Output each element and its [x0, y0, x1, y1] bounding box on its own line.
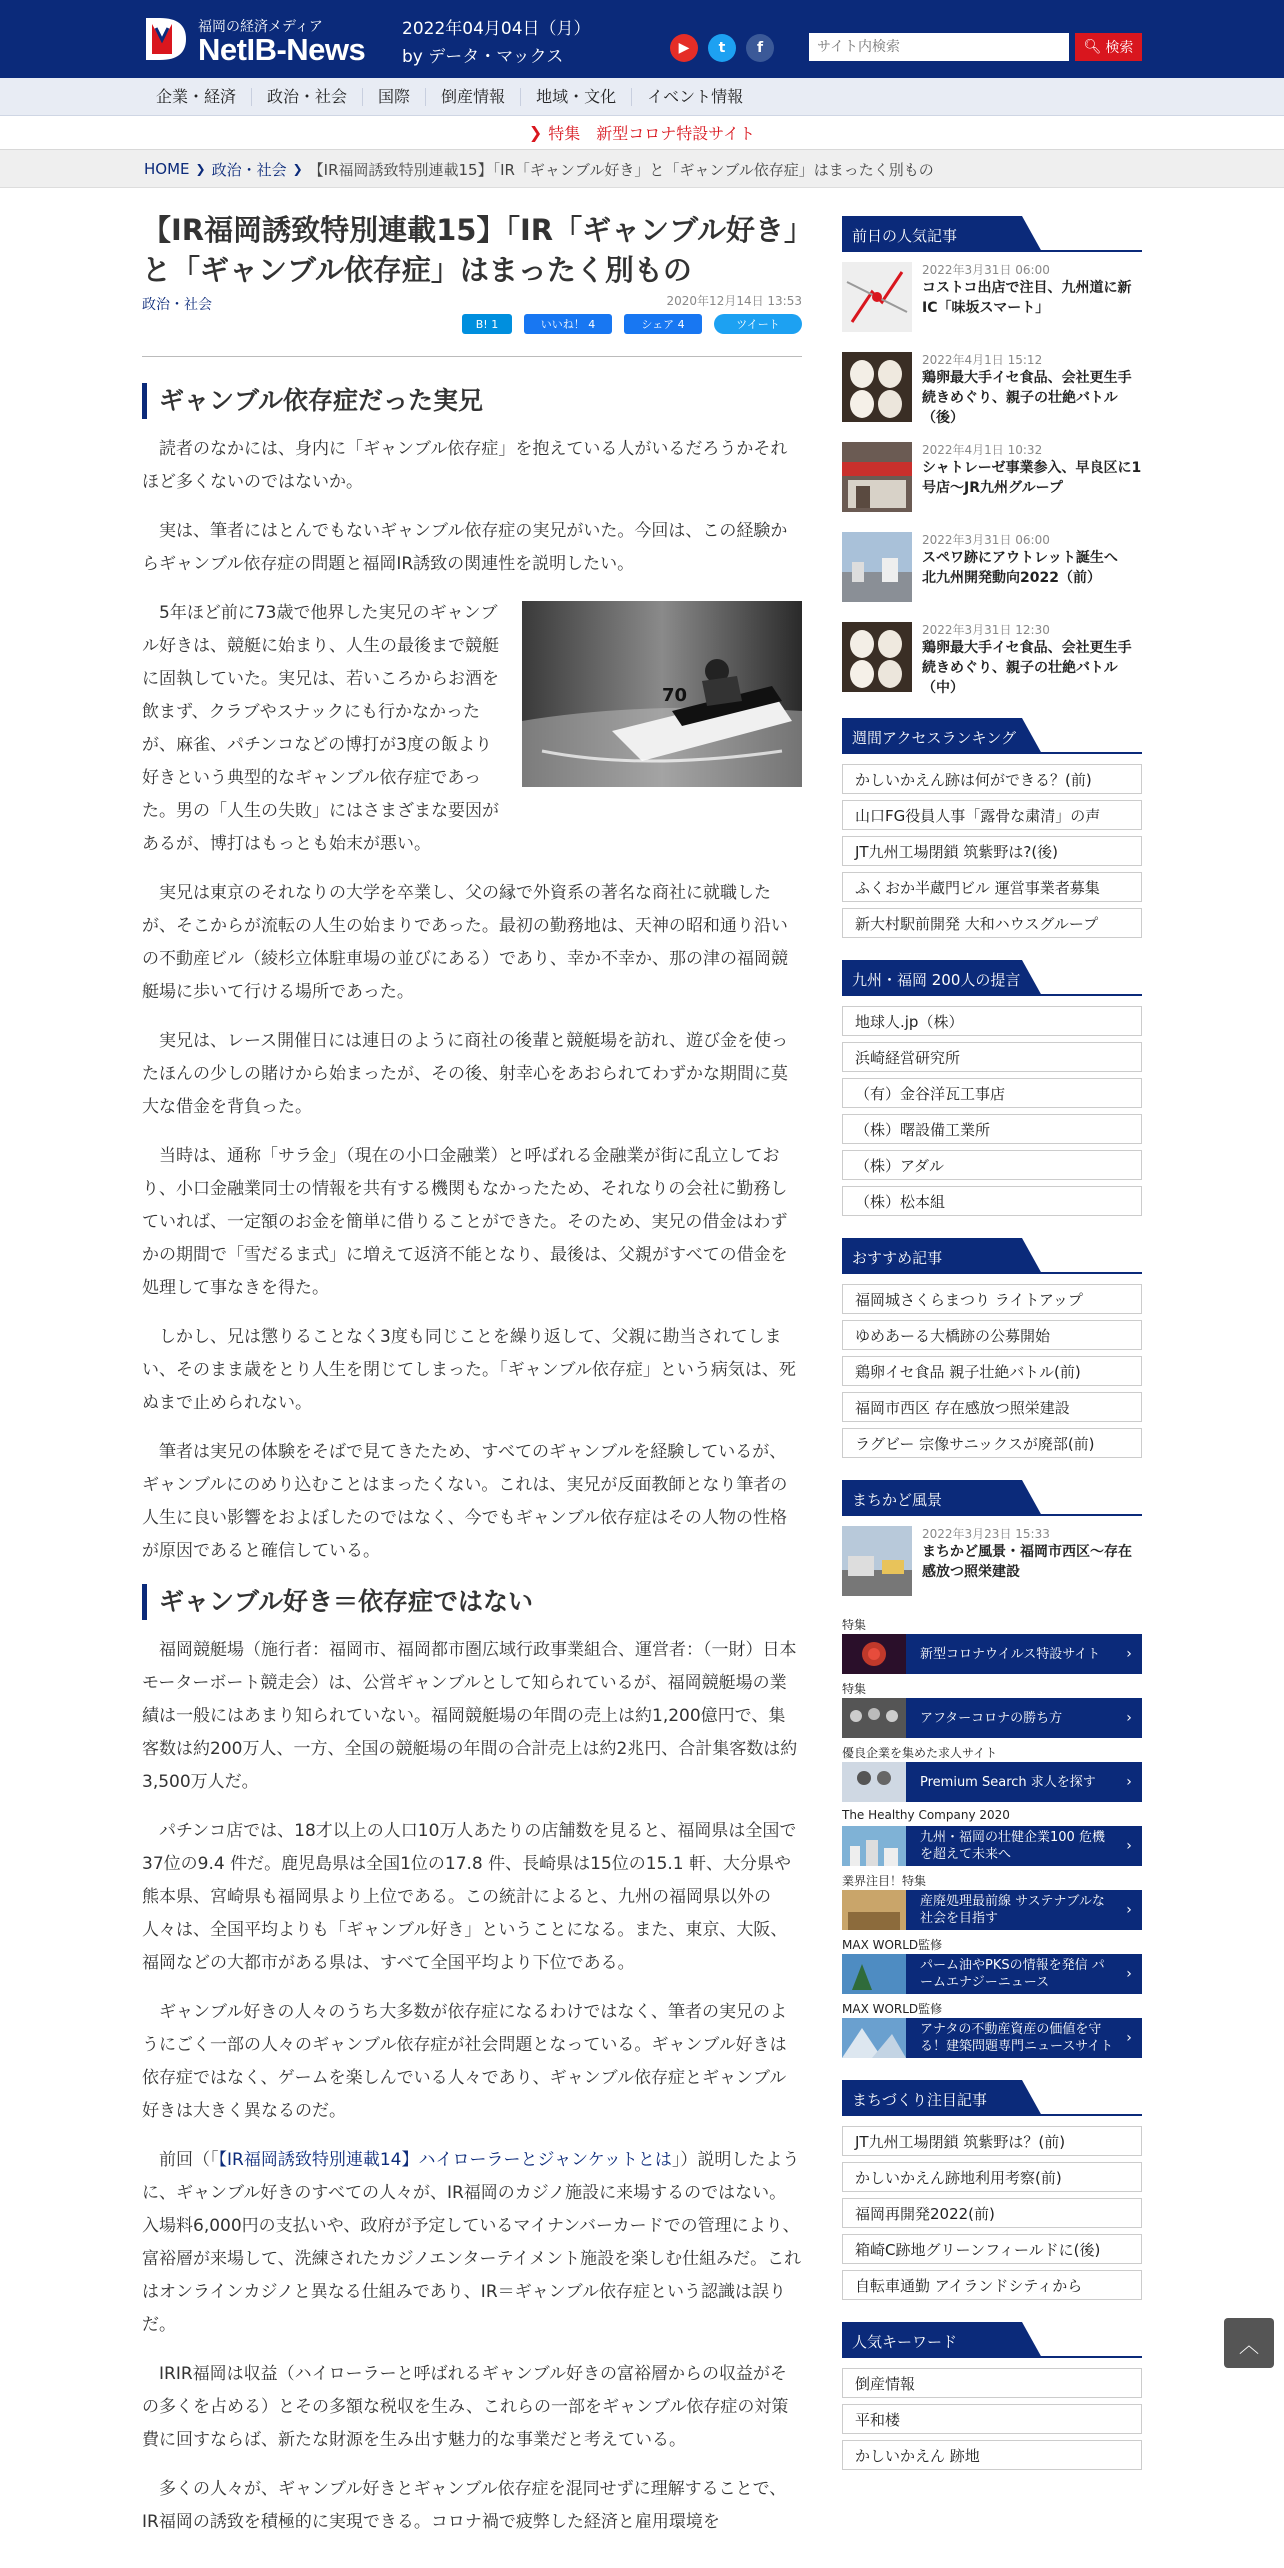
popular-item-date: 2022年3月31日 06:00 [922, 533, 1050, 547]
list-item[interactable]: 福岡再開発2022(前) [842, 2198, 1142, 2228]
keyword-heading: 人気キーワード [852, 2333, 958, 2351]
facebook-like-button[interactable]: いいね！ 4 [524, 314, 612, 334]
chevron-right-icon: › [1126, 1774, 1132, 1790]
special-feature-label: 特集 新型コロナ特設サイト [548, 124, 756, 143]
special-feature-link[interactable] [0, 116, 1284, 150]
chevron-right-icon: › [1126, 1838, 1132, 1854]
scenery-date: 2022年3月23日 15:33 [922, 1527, 1050, 1541]
banner-label: 優良企業を集めた求人サイト [842, 1746, 998, 1760]
article-date: 2020年12月14日 13:53 [666, 294, 802, 308]
paragraph: 実兄は東京のそれなりの大学を卒業し、父の縁で外資系の著名な商社に就職したが、そこからが流転の人生の始まりであった。最初の勤務地は、天神の昭和通り沿いの不動産ビル（綾杉立体駐車場の並びにある）であり、幸か不幸か、那の津の福岡競艇場に歩いて行ける場所であった。 [142, 883, 788, 1002]
banner-label: 特集 [842, 1618, 867, 1632]
previous-article-link[interactable]: 【IR福岡誘致特別連載14】ハイローラーとジャンケットとは [218, 2150, 672, 2170]
list-item[interactable]: 福岡市西区 存在感放つ照栄建設 [842, 1392, 1142, 1422]
chevron-up-icon: ︿ [1239, 2332, 1259, 2357]
netib-logo-icon[interactable] [142, 14, 192, 64]
popular-item-date: 2022年4月1日 10:32 [922, 443, 1043, 457]
chevron-right-icon: ❯ [195, 162, 206, 176]
list-item[interactable]: ふくおか半蔵門ビル 運営事業者募集 [842, 872, 1142, 902]
paragraph: パチンコ店では、18才以上の人口10万人あたりの店舗数を見ると、福岡県は全国で37位の9.4 件だ。鹿児島県は全国1位の17.8 件、長崎県は15位の15.1 軒、大分県や熊本県、宮崎県も福岡県より上位である。この統計によると、九州の福岡県以外の人々は、全国平均よりも「ギャンブル好き」ということになる。また、東京、大阪、福岡などの大都市がある県は、すべて全国平均より下位である。 [142, 1821, 797, 1973]
nav-item-business[interactable]: 企業・経済 [142, 88, 252, 106]
paragraph-text: 前回（「 [159, 2150, 219, 2170]
eggs-thumbnail [842, 352, 912, 422]
nav-item-international[interactable]: 国際 [363, 88, 426, 106]
paragraph: IRIR福岡は収益（ハイローラーと呼ばれるギャンブル好きの富裕層からの収益がその多くを占める）とその多額な税収を生み、これらの一部をギャンブル依存症の対策費に回すならば、新たな財源を生み出す魅力的な事業だと考えている。 [142, 2364, 789, 2450]
waste-disposal-banner[interactable] [842, 1890, 1142, 1930]
list-item[interactable]: かしいかえん跡は何ができる？(前) [842, 764, 1142, 794]
popular-item-title: シャトレーゼ事業参入、早良区に1号店～JR九州グループ [922, 460, 1142, 496]
scenery-title: まちかど風景・福岡市西区～存在感放つ照栄建設 [922, 1544, 1132, 1580]
after-corona-banner[interactable] [842, 1698, 1142, 1738]
list-item[interactable]: 鶏卵イセ食品 親子壮絶バトル(前) [842, 1356, 1142, 1386]
weekly-ranking [842, 718, 1142, 938]
popular-item[interactable] [842, 442, 1142, 516]
divider [142, 356, 802, 357]
paragraph: 読者のなかには、身内に「ギャンブル依存症」を抱えている人がいるだろうかそれほど多くないのではないか。 [142, 439, 788, 492]
paragraph: 実は、筆者にはとんでもないギャンブル依存症の実兄がいた。今回は、この経験からギャンブル依存症の問題と福岡IR誘致の関連性を説明したい。 [142, 521, 788, 574]
banner-text: アナタの不動産資産の価値を守る！建築問題専門ニュースサイト [920, 2022, 1114, 2054]
article [142, 210, 802, 2555]
paragraph: ギャンブル好きの人々のうち大多数が依存症になるわけではなく、筆者の実兄のようにごく一部の人々のギャンブル依存症が社会問題となっている。ギャンブル好きは依存症ではなく、ゲームを楽しんでいる人々であり、ギャンブル依存症とギャンブル好きは大きく異なるのだ。 [142, 2002, 787, 2121]
article-title: 【IR福岡誘致特別連載15】「IR「ギャンブル好き」と「ギャンブル依存症」はまったく別もの [142, 213, 799, 287]
section-heading: ギャンブル好き＝依存症ではない [142, 1584, 802, 1620]
banner-label: The Healthy Company 2020 [842, 1808, 1010, 1822]
banner-label: MAX WORLD監修 [842, 2002, 943, 2016]
facebook-icon[interactable]: f [746, 34, 774, 62]
popular-item-date: 2022年4月1日 15:12 [922, 353, 1043, 367]
banner-text: パーム油やPKSの情報を発信 パームエナジーニュース [920, 1958, 1105, 1990]
nav-item-politics[interactable]: 政治・社会 [252, 88, 363, 106]
popular-item-title: スペワ跡にアウトレット誕生へ 北九州開発動向2022（前） [922, 550, 1132, 586]
building-icon [842, 2018, 906, 2058]
boat-race-photo [522, 601, 802, 787]
healthy-company-banner[interactable] [842, 1826, 1142, 1866]
town-heading: まちづくり注目記事 [852, 2091, 987, 2109]
eggs-thumbnail [842, 622, 912, 692]
list-item[interactable]: 新大村駅前開発 大和ハウスグループ [842, 908, 1142, 938]
list-item[interactable]: （株）松本組 [842, 1186, 1142, 1216]
facebook-share-button[interactable]: シェア 4 [624, 314, 702, 334]
street-scenery [842, 1480, 1142, 1600]
popular-keywords [842, 2322, 1142, 2470]
nav-item-region[interactable]: 地域・文化 [521, 88, 632, 106]
site-name[interactable]: NetIB-News [198, 32, 366, 67]
chevron-right-icon: › [1126, 1710, 1132, 1726]
list-item[interactable]: （有）金谷洋瓦工事店 [842, 1078, 1142, 1108]
breadcrumb-home[interactable]: HOME [144, 160, 190, 178]
list-item[interactable]: ゆめあーる大橋跡の公募開始 [842, 1320, 1142, 1350]
list-item[interactable]: かしいかえん跡地利用考察(前) [842, 2162, 1142, 2192]
list-item[interactable]: 自転車通勤 アイランドシティから [842, 2270, 1142, 2300]
list-item[interactable]: 福岡城さくらまつり ライトアップ [842, 1284, 1142, 1314]
banner-text: 新型コロナウイルス特設サイト [920, 1646, 1101, 1662]
popular-item[interactable] [842, 622, 1142, 696]
list-item[interactable]: JT九州工場閉鎖 筑紫野は？(前) [842, 2126, 1142, 2156]
youtube-icon[interactable]: ▶ [670, 34, 698, 62]
scenery-item[interactable] [842, 1526, 1142, 1600]
construction-thumbnail [842, 1526, 912, 1596]
cityscape-icon [842, 1826, 906, 1866]
nav-item-bankruptcy[interactable]: 倒産情報 [426, 88, 521, 106]
svg-text:70: 70 [662, 685, 688, 706]
paragraph: 筆者は実兄の体験をそばで見てきたため、すべてのギャンブルを経験しているが、ギャンブルにのめり込むことはまったくない。これは、実兄が反面教師となり筆者の人生に良い影響をおよぼしたのではなく、今でもギャンブル依存症はその人物の性格が原因であると確信している。 [142, 1442, 788, 1561]
popular-heading: 前日の人気記事 [852, 227, 958, 245]
site-tagline: 福岡の経済メディア [198, 19, 323, 35]
storefront-thumbnail [842, 442, 912, 512]
paragraph: 多くの人々が、ギャンブル好きとギャンブル依存症を混同せずに理解することで、IR福岡の誘致を積極的に実現できる。コロナ禍で疲弊した経済と雇用環境を [142, 2479, 787, 2532]
virus-icon [842, 1634, 906, 1674]
feature-banners [842, 1616, 1142, 2058]
banner-label: 業界注目！特集 [842, 1874, 927, 1888]
popular-item[interactable] [842, 532, 1142, 606]
popular-item-date: 2022年3月31日 12:30 [922, 623, 1050, 637]
list-item[interactable]: 浜崎経営研究所 [842, 1042, 1142, 1072]
paragraph: 福岡競艇場（施行者：福岡市、福岡都市圏広域行政事業組合、運営者：（一財）日本モーターボート競走会）は、公営ギャンブルとして知られているが、福岡競艇場の業績は一般にはあまり知られていない。福岡競艇場の年間の売上は約1,200億円で、集客数は約200万人、一方、全国の競艇場の年間の合計売上は約2兆円、合計集客数は約3,500万人だ。 [142, 1640, 798, 1792]
chevron-right-icon: › [1126, 1646, 1132, 1662]
crowd-icon [842, 1698, 906, 1738]
chevron-right-icon: ❯ [528, 123, 543, 142]
recommended-articles [842, 1238, 1142, 1458]
header-publisher: by データ・マックス [402, 47, 564, 67]
sidebar [842, 216, 1142, 2492]
banner-label: MAX WORLD監修 [842, 1938, 943, 1952]
keyword-item[interactable]: かしいかえん 跡地 [842, 2440, 1142, 2470]
people-icon [842, 1762, 906, 1802]
popular-item[interactable] [842, 262, 1142, 336]
paragraph: しかし、兄は懲りることなく3度も同じことを繰り返して、父親に勘当されてしまい、そのまま歳をとり人生を閉じてしまった。「ギャンブル依存症」という病気は、死ぬまで止められない。 [142, 1327, 796, 1413]
banner-text: アフターコロナの勝ち方 [920, 1710, 1063, 1726]
paragraph-text: 」）説明したように、ギャンブル好きのすべての人々が、IR福岡のカジノ施設に来場するのではない。入場料6,000円の支払いや、政府が予定しているマイナンバーカードでの管理により、富裕層が来場して、洗練されたカジノエンターテイメント施設を楽しむ仕組みだ。これはオンラインカジノと異なる仕組みであり、IR＝ギャンブル依存症という認識は誤りだ。 [142, 2150, 802, 2335]
banner-label: 特集 [842, 1682, 867, 1696]
search-input[interactable] [809, 33, 1069, 61]
scroll-to-top-button[interactable] [1224, 2318, 1274, 2368]
popular-item-title: コストコ出店で注目、九州道に新IC「味坂スマート」 [922, 280, 1132, 316]
popular-articles [842, 216, 1142, 696]
header-date: 2022年04月04日（月） [402, 19, 591, 39]
scenery-heading: まちかど風景 [852, 1491, 943, 1509]
list-item[interactable]: 箱崎C跡地グリーンフィールドに(後) [842, 2234, 1142, 2264]
chevron-right-icon: ❯ [292, 162, 303, 176]
banner-text: Premium Search 求人を探す [920, 1774, 1096, 1790]
article-category[interactable]: 政治・社会 [142, 297, 212, 313]
list-item[interactable]: JT九州工場閉鎖 筑紫野は?(後) [842, 836, 1142, 866]
list-item[interactable]: （株）アダル [842, 1150, 1142, 1180]
chevron-right-icon: › [1126, 2030, 1132, 2046]
paragraph: 実兄は、レース開催日には連日のように商社の後輩と競艇場を訪れ、遊び金を使ったほんの少しの賭けから始まったが、その後、射幸心をあおられてわずかな期間に莫大な借金を背負った。 [142, 1031, 789, 1117]
town-planning [842, 2080, 1142, 2300]
nav-item-events[interactable]: イベント情報 [647, 87, 744, 106]
covid-banner[interactable] [842, 1634, 1142, 1674]
banner-text: 九州・福岡の壮健企業100 危機を超えて未来へ [920, 1830, 1105, 1862]
recommend-heading: おすすめ記事 [852, 1249, 943, 1267]
map-thumbnail [842, 262, 912, 332]
paragraph: 当時は、通称「サラ金」（現在の小口金融業）と呼ばれる金融業が街に乱立しており、小口金融業同士の情報を共有する機関もなかったため、それなりの会社に勤務していれば、一定額のお金を簡単に借りることができた。そのため、実兄の借金はわずかの期間で「雪だるま式」に増えて返済不能となり、最後は、父親がすべての借金を処理して事なきを得た。 [142, 1146, 788, 1298]
paragraph: 5年ほど前に73歳で他界した実兄のギャンブル好きは、競艇に始まり、人生の最後まで競艇に固執していた。実兄は、若いころからお酒を飲まず、クラブやスナックにも行かなかったが、麻雀、パチンコなどの博打が3度の飯より好きという典型的なギャンブル依存症であった。男の「人生の失敗」にはさまざまな要因があるが、博打はもっとも始末が悪い。 [142, 603, 499, 854]
list-item[interactable]: ラグビー 宗像サニックスが廃部(前) [842, 1428, 1142, 1458]
palm-energy-banner[interactable] [842, 1954, 1142, 1994]
breadcrumb-current: 【IR福岡誘致特別連載15】「IR「ギャンブル好き」と「ギャンブル依存症」はまったく別もの [308, 160, 934, 179]
search-button-label: 検索 [1105, 40, 1134, 56]
proposals [842, 960, 1142, 1216]
premium-search-banner[interactable] [842, 1762, 1142, 1802]
recycling-icon [842, 1890, 906, 1930]
keyword-item[interactable]: 倒産情報 [842, 2368, 1142, 2398]
banner-text: 産廃処理最前線 サステナブルな社会を目指す [920, 1894, 1105, 1926]
tweet-button[interactable]: ツイート [714, 314, 802, 334]
popular-item[interactable] [842, 352, 1142, 426]
cityscape-thumbnail [842, 532, 912, 602]
construction-news-banner[interactable] [842, 2018, 1142, 2058]
chevron-right-icon: › [1126, 1902, 1132, 1918]
main-nav [0, 78, 1284, 116]
section-heading: ギャンブル依存症だった実兄 [142, 383, 802, 419]
search-icon: 🔍︎ [1083, 39, 1102, 55]
proposal-heading: 九州・福岡 200人の提言 [852, 971, 1021, 989]
weekly-heading: 週間アクセスランキング [852, 729, 1017, 747]
list-item[interactable]: 山口FG役員人事「露骨な粛清」の声 [842, 800, 1142, 830]
chevron-right-icon: › [1126, 1966, 1132, 1982]
popular-item-title: 鶏卵最大手イセ食品、会社更生手続きめぐり、親子の壮絶バトル（中） [922, 640, 1132, 696]
search-button[interactable] [1075, 33, 1142, 61]
paragraph [142, 2144, 802, 2342]
keyword-item[interactable]: 平和楼 [842, 2404, 1142, 2434]
twitter-icon[interactable]: t [708, 34, 736, 62]
popular-item-date: 2022年3月31日 06:00 [922, 263, 1050, 277]
list-item[interactable]: （株）曙設備工業所 [842, 1114, 1142, 1144]
popular-item-title: 鶏卵最大手イセ食品、会社更生手続きめぐり、親子の壮絶バトル（後） [922, 370, 1132, 426]
breadcrumb [0, 150, 1284, 188]
hatena-bookmark-button[interactable]: B! 1 [462, 314, 512, 334]
breadcrumb-category[interactable]: 政治・社会 [211, 160, 287, 179]
site-header [0, 0, 1284, 78]
list-item[interactable]: 地球人.jp（株） [842, 1006, 1142, 1036]
palm-icon [842, 1954, 906, 1994]
